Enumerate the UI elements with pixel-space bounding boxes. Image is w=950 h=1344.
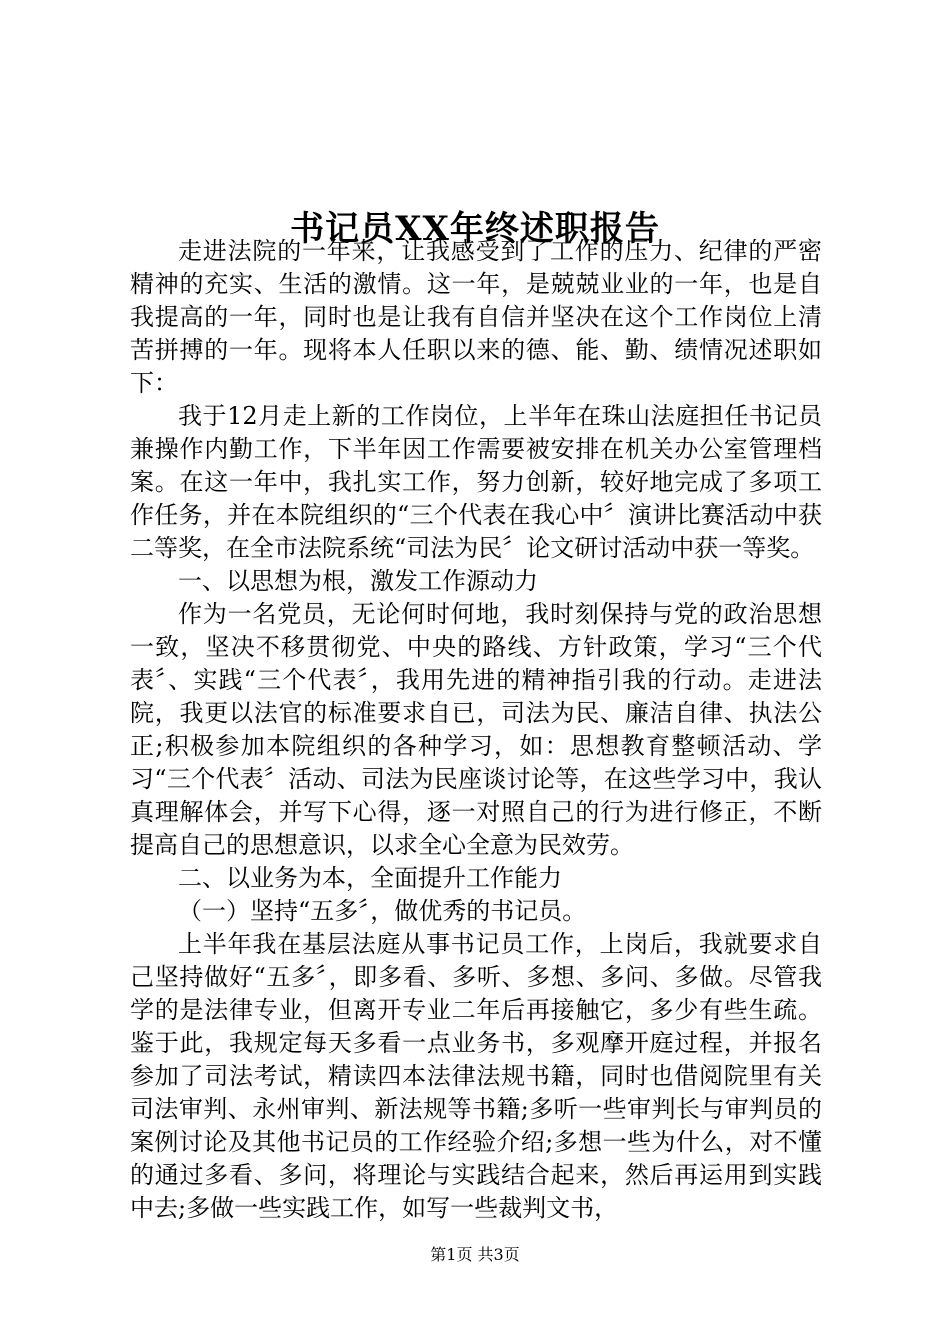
paragraph-intro: 走进法院的一年来，让我感受到了工作的压力、纪律的严密精神的充实、生活的激情。这一年，是兢兢业业的一年，也是自我提高的一年，同时也是让我有自信并坚决在这个工作岗位上清苦拼搏的一年。现将本人任职以来的德、能、勤、绩情况述职如下：: [130, 237, 822, 397]
document-title: 书记员XX年终述职报告: [290, 208, 660, 249]
section-heading-thought: 一、以思想为根，激发工作源动力: [178, 567, 538, 595]
paragraph-thought: 作为一名党员，无论何时何地，我时刻保持与党的政治思想一致，坚决不移贯彻党、中央的路线、方针政策，学习“三个代表〞、实践“三个代表〞，我用先进的精神指引我的行动。走进法院，我更以法官的标准要求自已，司法为民、廉洁自律、执法公正;积极参加本院组织的各种学习，如：思想教育整顿活动、学习“三个代表〞活动、司法为民座谈讨论等，在这些学习中，我认真理解体会，并写下心得，逐一对照自己的行为进行修正，不断提高自己的思想意识，以求全心全意为民效劳。: [130, 600, 822, 859]
paragraph-five-more: 上半年我在基层法庭从事书记员工作，上岗后，我就要求自己坚持做好“五多〞，即多看、多听、多想、多问、多做。尽管我学的是法律专业，但离开专业二年后再接触它，多少有些生疏。鉴于此，我规定每天多看一点业务书，多观摩开庭过程，并报名参加了司法考试，精读四本法律法规书籍，同时也借阅院里有关司法审判、永州审判、新法规等书籍;多听一些审判长与审判员的案例讨论及其他书记员的工作经验介绍;多想一些为什么，对不懂的通过多看、多问，将理论与实践结合起来，然后再运用到实践中去;多做一些实践工作，如写一些裁判文书，: [130, 930, 822, 1222]
section-heading-business: 二、以业务为本，全面提升工作能力: [178, 864, 562, 892]
page-footer: 第1页 共3页: [430, 1245, 520, 1264]
document-body: [130, 235, 822, 1225]
paragraph-position: 我于12月走上新的工作岗位，上半年在珠山法庭担任书记员兼操作内勤工作，下半年因工作需要被安排在机关办公室管理档案。在这一年中，我扎实工作，努力创新，较好地完成了多项工作任务，并在本院组织的“三个代表在我心中〞演讲比赛活动中获二等奖，在全市法院系统“司法为民〞论文研讨活动中获一等奖。: [130, 402, 822, 562]
subsection-heading-five-more: （一）坚持“五多〞，做优秀的书记员。: [178, 897, 587, 925]
